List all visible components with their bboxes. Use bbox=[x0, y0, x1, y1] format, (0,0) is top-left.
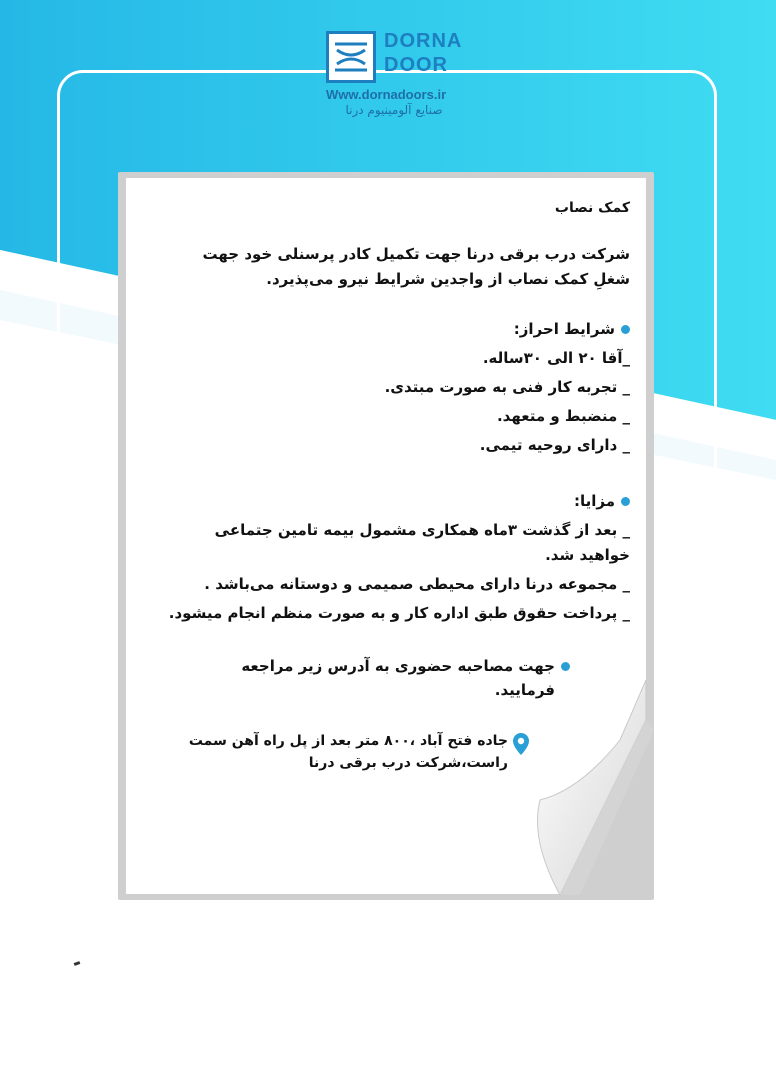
requirement-item: _ منضبط و متعهد. bbox=[496, 407, 630, 425]
requirements-section bbox=[168, 316, 630, 458]
website-url: Www.dornadoors.ir bbox=[326, 87, 447, 102]
benefit-item: _ پرداخت حقوق طبق اداره کار و به صورت منظم انجام میشود. bbox=[168, 604, 630, 622]
address bbox=[170, 730, 530, 774]
requirements-heading-text: شرایط احراز: bbox=[513, 320, 615, 338]
requirement-item: _آقا ۲۰ الی ۳۰ساله. bbox=[482, 349, 630, 367]
logo bbox=[322, 27, 462, 122]
visit-text: جهت مصاحبه حضوری به آدرس زیر مراجعه فرمایید. bbox=[241, 657, 555, 699]
logo-mark-icon bbox=[326, 31, 376, 83]
benefits-heading-text: مزایا: bbox=[573, 492, 615, 510]
post-title: کمک نصاب bbox=[554, 200, 630, 216]
visit-note bbox=[180, 654, 570, 702]
location-pin-icon bbox=[512, 732, 530, 756]
benefit-item: _ مجموعه درنا دارای محیطی صمیمی و دوستانه می‌باشد . bbox=[204, 575, 630, 593]
benefit-item: _ بعد از گذشت ۳ماه همکاری مشمول بیمه تامین جتماعی خواهید شد. bbox=[214, 521, 630, 564]
post-content bbox=[168, 200, 630, 774]
benefits-section bbox=[168, 488, 630, 626]
brand-name bbox=[384, 29, 462, 77]
requirement-item: _ دارای روحیه تیمی. bbox=[479, 436, 630, 454]
bullet-icon bbox=[621, 325, 630, 334]
benefits-heading bbox=[168, 488, 630, 514]
brand-line1: DORNA bbox=[384, 30, 463, 52]
post-intro: شرکت درب برقی درنا جهت تکمیل کادر پرسنلی خود جهت شغلِ کمک نصاب از واجدین شرایط نیرو می‌پذیرد. bbox=[202, 245, 630, 288]
bullet-icon bbox=[561, 662, 570, 671]
requirement-item: _ تجربه کار فنی به صورت مبتدی. bbox=[384, 378, 630, 396]
bullet-icon bbox=[621, 497, 630, 506]
requirements-heading bbox=[168, 316, 630, 342]
brand-line2: DOOR bbox=[384, 54, 448, 76]
company-name-fa: صنایع آلومینیوم درنا bbox=[345, 103, 443, 117]
address-text: جاده فتح آباد ،۸۰۰ متر بعد از پل راه آهن سمت راست،شرکت درب برقی درنا bbox=[188, 733, 508, 771]
